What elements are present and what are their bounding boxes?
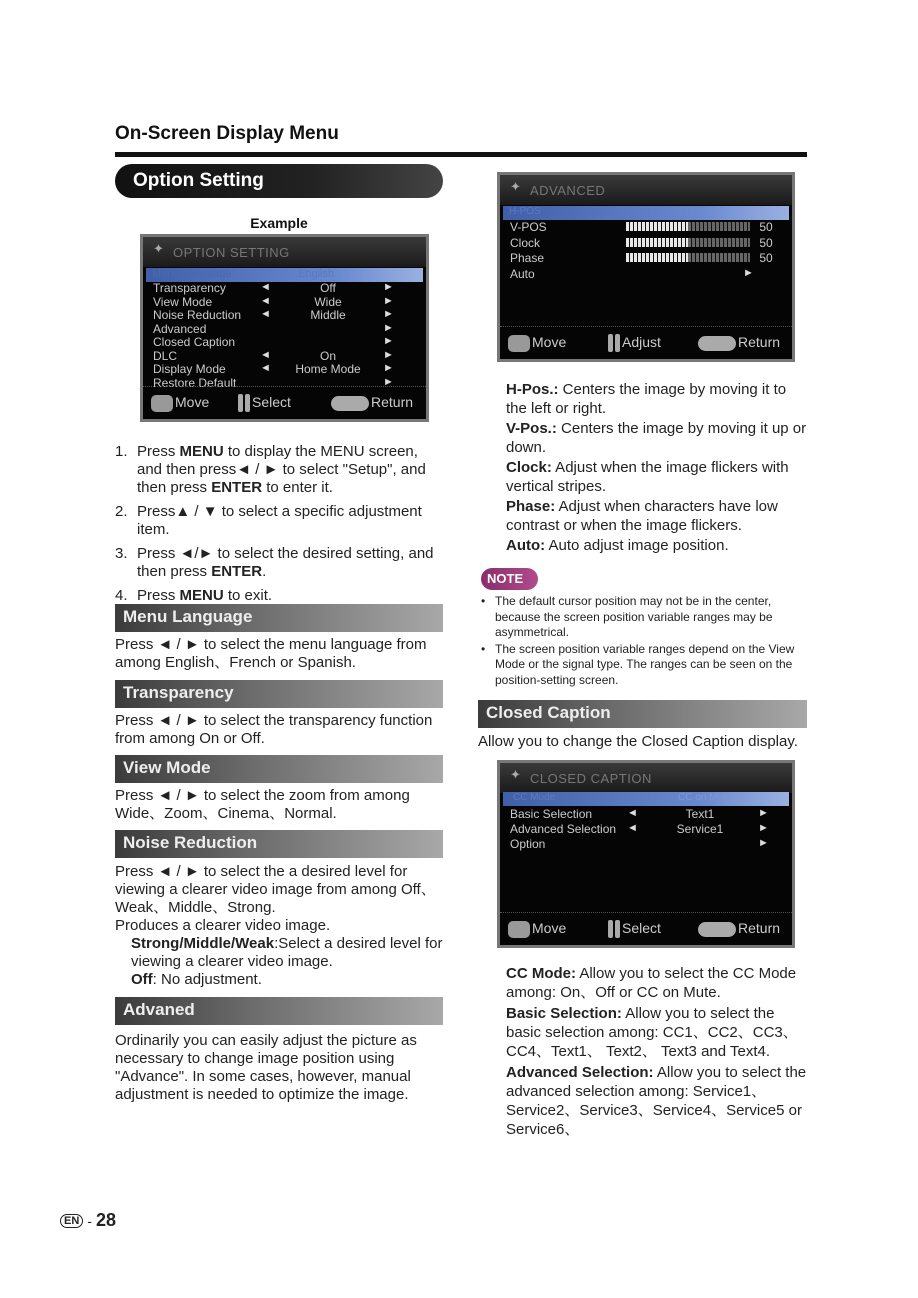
- osd-row[interactable]: [500, 236, 792, 250]
- osd-row-label: Clock: [510, 235, 541, 250]
- highlight-label: Menu Language: [152, 268, 232, 280]
- osd-title: ADVANCED: [530, 183, 606, 198]
- left-arrow-icon[interactable]: ◄: [627, 822, 638, 834]
- return-icon: [698, 336, 736, 351]
- section-bar-noise-reduction: Noise Reduction: [115, 830, 443, 858]
- select-hint: Select: [608, 920, 661, 938]
- osd-row-label: View Mode: [153, 294, 213, 309]
- osd-row-label: Restore Default: [153, 375, 237, 390]
- move-hint: Move: [151, 394, 209, 412]
- osd-title-bar: [500, 763, 792, 793]
- return-hint: Return: [698, 920, 780, 937]
- right-arrow-icon[interactable]: ►: [383, 348, 394, 361]
- osd-row-label: Phase: [510, 251, 545, 265]
- osd-row-value: 50: [759, 251, 773, 265]
- osd-row[interactable]: [143, 281, 426, 295]
- level-bar-track[interactable]: [688, 222, 750, 231]
- osd-row[interactable]: [143, 308, 426, 322]
- osd-row-value: On: [319, 348, 336, 363]
- return-icon: [698, 922, 736, 937]
- note-item: • The screen position variable ranges depend on the View Mode or the signal type. The ranges can be seen on the position-setting screen.: [481, 641, 795, 687]
- note-item: • The default cursor position may not be in the center, because the screen position variable ranges may be asymmetrical.: [481, 594, 773, 639]
- advanced-osd: [497, 172, 795, 362]
- menu-language-text: Press ◄ / ► to select the menu language from among English、French or Spanish.: [115, 636, 427, 671]
- move-icon: [508, 335, 530, 352]
- option-setting-osd: [140, 234, 429, 422]
- osd-title: CLOSED CAPTION: [530, 771, 652, 786]
- menu-logo-icon: ✦: [510, 767, 521, 782]
- advanced-definitions: H-Pos.: Centers the image by moving it to the left or right. V-Pos.: Centers the image by moving it up or down. Clock: Adjust when the image flickers with vertical stripes. Phase: Adjust when characters have low contrast or when the image flickers. Auto: Auto adjust image position.: [506, 381, 807, 554]
- page-number: 28: [95, 1210, 116, 1230]
- osd-row[interactable]: [500, 837, 792, 851]
- osd-footer: [143, 386, 426, 419]
- section-bar-closed-caption: Closed Caption: [478, 700, 807, 728]
- view-mode-text: Press ◄ / ► to select the zoom from among Wide、Zoom、Cinema、Normal.: [115, 787, 410, 822]
- closed-caption-definitions: CC Mode: Allow you to select the CC Mode among: On、Off or CC on Mute. Basic Selection: Allow you to select the basic selection among: CC1、CC2、CC3、CC4、Text1、 Text2、 Text3 and Text4. Advanced Selection: Allow you to select the advanced selection among: Service1、Service2、Service3、Service4、Service5 or Service6、: [506, 965, 807, 1138]
- osd-footer: [500, 912, 792, 945]
- page-title: On-Screen Display Menu: [115, 123, 339, 144]
- closed-caption-intro: Allow you to change the Closed Caption display.: [478, 733, 798, 750]
- adjust-hint: Adjust: [608, 334, 661, 352]
- osd-title: OPTION SETTING: [173, 245, 290, 260]
- level-bar-fill: [626, 238, 688, 247]
- osd-row-label: Transparency: [153, 281, 226, 295]
- osd-row-label: Noise Reduction: [153, 308, 242, 322]
- osd-row-label: V-POS: [510, 220, 547, 234]
- osd-title-bar: [143, 237, 426, 267]
- section-bar-transparency: Transparency: [115, 680, 443, 708]
- left-arrow-icon[interactable]: ◄: [260, 348, 271, 361]
- osd-row-label: Option: [510, 837, 546, 851]
- right-arrow-icon[interactable]: ►: [383, 362, 394, 374]
- page-footer: [60, 1210, 116, 1231]
- step-4: 4. Press MENU to exit.: [115, 587, 273, 604]
- osd-row[interactable]: [143, 295, 426, 309]
- osd-title-bar: [500, 175, 792, 205]
- footer-separator: -: [87, 1213, 92, 1229]
- noise-reduction-text: Press ◄ / ► to select the a desired level for viewing a clearer video image from among Off、Weak、Middle、Strong. Produces a clearer video image. Strong/Middle/Weak:Select a desired level for viewing a clearer video image. Off: No adjustment.: [115, 863, 443, 988]
- language-badge: EN: [60, 1214, 83, 1228]
- highlight-label: H-POS: [509, 206, 541, 217]
- move-icon: [508, 921, 530, 938]
- transparency-text: Press ◄ / ► to select the transparency function from among On or Off.: [115, 712, 433, 747]
- osd-footer: [500, 326, 792, 359]
- osd-row[interactable]: [500, 220, 792, 234]
- osd-row[interactable]: [143, 362, 426, 376]
- section-bar-advanced: Advaned: [115, 997, 443, 1025]
- osd-row-label: Advanced Selection: [510, 822, 617, 836]
- osd-row[interactable]: [500, 251, 792, 265]
- osd-row[interactable]: [500, 807, 792, 821]
- example-label: Example: [250, 215, 308, 231]
- section-bar-view-mode: View Mode: [115, 755, 443, 783]
- select-icon: [608, 920, 613, 938]
- osd-row-label: Basic Selection: [510, 807, 593, 821]
- level-bar-track[interactable]: [688, 238, 750, 247]
- osd-row-value: 50: [759, 220, 773, 234]
- right-arrow-icon[interactable]: ►: [383, 335, 394, 347]
- osd-row-label: DLC: [153, 348, 178, 363]
- right-arrow-icon[interactable]: ►: [383, 294, 394, 307]
- move-icon: [151, 395, 173, 412]
- osd-row-label: Advanced: [153, 321, 207, 336]
- right-arrow-icon[interactable]: ►: [758, 837, 769, 849]
- step-2: 2. Press▲ / ▼ to select a specific adjustment item.: [115, 503, 422, 538]
- level-bar-fill: [626, 253, 688, 262]
- left-arrow-icon[interactable]: ◄: [260, 308, 271, 320]
- pill-label: Option Setting: [133, 170, 264, 191]
- select-icon: [238, 394, 243, 412]
- adjust-icon: [608, 334, 613, 352]
- osd-row-value: Text1: [685, 807, 715, 821]
- right-arrow-icon[interactable]: ►: [383, 308, 394, 320]
- osd-row-label: Closed Caption: [153, 335, 236, 349]
- osd-row[interactable]: [143, 349, 426, 363]
- steps-list: [115, 443, 445, 611]
- osd-row[interactable]: [500, 822, 792, 836]
- osd-row-auto[interactable]: Auto ►: [510, 267, 754, 281]
- closed-caption-osd: [497, 760, 795, 948]
- osd-row-value: Service1: [676, 822, 724, 836]
- note-badge: NOTE: [481, 568, 538, 590]
- highlight-label: CC Mode: [513, 792, 556, 803]
- osd-row[interactable]: [143, 322, 426, 336]
- section-bar-menu-language: Menu Language: [115, 604, 443, 632]
- step-3: 3. Press ◄/► to select the desired setting, and then press ENTER.: [115, 545, 434, 580]
- osd-highlight-row[interactable]: [503, 792, 789, 806]
- left-arrow-icon[interactable]: ◄: [260, 362, 271, 374]
- level-bar-fill: [626, 222, 688, 231]
- osd-row-value: Home Mode: [295, 362, 361, 376]
- osd-highlight-row[interactable]: [503, 206, 789, 220]
- right-arrow-icon[interactable]: ►: [383, 375, 394, 388]
- osd-row[interactable]: [143, 335, 426, 349]
- right-arrow-icon: ►: [743, 267, 754, 279]
- return-hint: Return: [331, 394, 413, 411]
- right-arrow-icon[interactable]: ►: [758, 807, 769, 819]
- right-arrow-icon[interactable]: ►: [758, 822, 769, 834]
- right-arrow-icon[interactable]: ►: [383, 321, 394, 334]
- menu-logo-icon: ✦: [510, 179, 521, 194]
- osd-row-value: Off: [320, 281, 336, 295]
- level-bar-track[interactable]: [688, 253, 750, 262]
- osd-row-label: Display Mode: [153, 362, 226, 376]
- osd-row-value: Middle: [310, 308, 346, 322]
- right-arrow-icon[interactable]: ►: [383, 281, 394, 293]
- advanced-text: Ordinarily you can easily adjust the picture as necessary to change image position using "Advance". In some cases, however, manual adjustment is needed to optimize the image.: [115, 1032, 417, 1103]
- select-hint: Select: [238, 394, 291, 412]
- highlight-value: English: [298, 268, 335, 280]
- move-hint: Move: [508, 920, 566, 938]
- menu-logo-icon: ✦: [153, 241, 164, 256]
- section-pill-option-setting: [115, 164, 443, 198]
- note-list: [481, 594, 811, 689]
- osd-row-value: 50: [759, 235, 773, 250]
- osd-row-value: Wide: [314, 294, 342, 309]
- header-rule: [115, 152, 807, 157]
- left-arrow-icon[interactable]: ◄: [260, 294, 271, 307]
- osd-highlight-row[interactable]: [146, 268, 423, 282]
- step-1: 1. Press MENU to display the MENU screen, and then press◄ / ► to select "Setup", and then press ENTER to enter it.: [115, 443, 426, 496]
- highlight-value: CC on Mute: [678, 792, 732, 803]
- return-icon: [331, 396, 369, 411]
- move-hint: Move: [508, 334, 566, 352]
- return-hint: Return: [698, 334, 780, 351]
- left-arrow-icon[interactable]: ◄: [627, 807, 638, 819]
- left-arrow-icon[interactable]: ◄: [260, 281, 271, 293]
